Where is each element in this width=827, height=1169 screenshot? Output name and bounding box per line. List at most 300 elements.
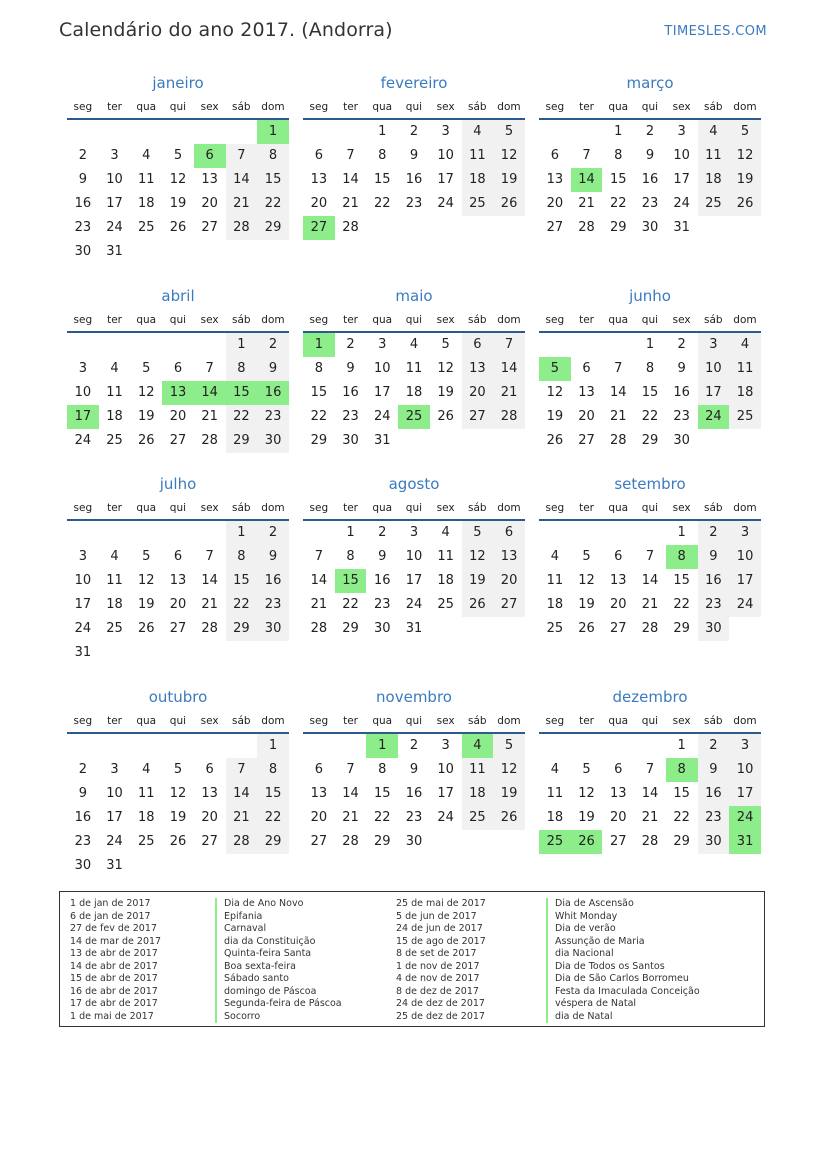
day-cell: 11 — [729, 357, 761, 381]
day-cell: 3 — [729, 521, 761, 545]
day-cell: 29 — [641, 433, 659, 448]
holiday-date: 27 de fev de 2017 — [70, 923, 157, 934]
day-cell: 21 — [342, 810, 359, 825]
day-cell: 23 — [673, 409, 690, 424]
day-cell: 22 — [342, 597, 359, 612]
day-cell: 25 — [106, 621, 123, 636]
day-cell: 19 — [169, 810, 187, 825]
month-junho — [539, 285, 761, 453]
empty-cell — [571, 333, 603, 357]
day-cell: 29 — [226, 429, 258, 453]
day-cell: 19 — [578, 597, 595, 612]
weekday-label: qui — [169, 101, 187, 113]
day-cell: 10 — [437, 148, 454, 163]
empty-cell — [539, 333, 571, 357]
day-cell: 22 — [226, 405, 258, 429]
day-cell: 28 — [226, 830, 258, 854]
day-cell: 24 — [74, 433, 92, 448]
day-cell: 21 — [310, 597, 328, 612]
weekday-label: sex — [436, 101, 455, 113]
day-cell: 4 — [729, 333, 761, 357]
empty-cell — [602, 734, 634, 758]
empty-cell — [130, 333, 162, 357]
day-cell: 22 — [226, 593, 258, 617]
weekday-label: sex — [200, 314, 219, 326]
day-cell: 29 — [342, 621, 359, 636]
day-cell: 17 — [106, 196, 123, 211]
day-cell: 7 — [205, 361, 214, 376]
weekday-header — [303, 309, 525, 331]
weekday-label: ter — [107, 101, 122, 113]
day-cell: 18 — [437, 573, 454, 588]
weekday-label: qui — [405, 715, 423, 727]
empty-cell — [67, 734, 99, 758]
day-cell: 22 — [673, 810, 690, 825]
day-cell: 5 — [462, 521, 494, 545]
day-cell: 1 — [645, 337, 655, 352]
day-cell: 4 — [110, 361, 119, 376]
weekday-label: sáb — [231, 502, 251, 514]
day-grid — [539, 521, 761, 641]
day-cell: 18 — [698, 168, 730, 192]
weekday-label: dom — [261, 314, 285, 326]
day-cell: 11 — [462, 144, 494, 168]
day-cell: 15 — [310, 385, 328, 400]
day-cell: 9 — [378, 549, 387, 564]
day-cell: 19 — [169, 196, 187, 211]
day-cell: 26 — [169, 834, 187, 849]
day-cell: 5 — [173, 762, 183, 777]
day-cell: 15 — [673, 573, 690, 588]
day-cell: 28 — [609, 433, 627, 448]
day-cell: 15 — [373, 786, 391, 801]
holiday-name: Segunda-feira de Páscoa — [215, 998, 342, 1011]
holiday-day-cell: 15 — [226, 381, 258, 405]
day-cell: 23 — [373, 597, 391, 612]
day-cell: 21 — [226, 806, 258, 830]
weekday-label: sáb — [231, 314, 251, 326]
day-cell: 26 — [137, 621, 155, 636]
day-cell: 2 — [645, 124, 655, 139]
day-cell: 1 — [614, 124, 623, 139]
weekday-label: seg — [309, 101, 329, 113]
holiday-day-cell: 24 — [698, 405, 730, 429]
holiday-day-cell: 25 — [539, 830, 571, 854]
empty-cell — [303, 521, 335, 545]
day-cell: 2 — [409, 124, 419, 139]
day-cell: 13 — [201, 786, 218, 801]
day-cell: 20 — [493, 569, 525, 593]
day-cell: 7 — [645, 549, 655, 564]
weekday-label: qui — [405, 101, 423, 113]
day-cell: 12 — [578, 573, 595, 588]
day-grid — [67, 333, 289, 453]
day-cell: 16 — [405, 172, 423, 187]
holiday-day-cell: 8 — [666, 758, 698, 782]
day-cell: 31 — [106, 858, 123, 873]
weekday-label: dom — [733, 502, 757, 514]
day-cell: 18 — [106, 409, 123, 424]
weekday-label: dom — [497, 101, 521, 113]
empty-cell — [226, 734, 258, 758]
legend-right-names — [546, 898, 700, 1023]
day-cell: 30 — [698, 617, 730, 641]
holiday-day-cell: 27 — [303, 216, 335, 240]
day-cell: 17 — [437, 172, 454, 187]
month-name: fevereiro — [380, 74, 448, 92]
day-cell: 18 — [106, 597, 123, 612]
day-cell: 25 — [437, 597, 454, 612]
day-cell: 13 — [310, 786, 328, 801]
day-cell: 19 — [578, 810, 595, 825]
empty-cell — [634, 734, 666, 758]
holiday-name: dia da Constituição — [215, 936, 342, 949]
day-cell: 10 — [373, 361, 391, 376]
weekday-label: qui — [641, 101, 659, 113]
day-cell: 6 — [614, 549, 623, 564]
day-cell: 23 — [257, 593, 289, 617]
holiday-name: Dia de São Carlos Borromeu — [546, 973, 700, 986]
holiday-day-cell: 4 — [462, 734, 494, 758]
day-cell: 12 — [462, 545, 494, 569]
day-cell: 22 — [373, 196, 391, 211]
day-cell: 21 — [578, 196, 595, 211]
month-name: dezembro — [612, 688, 688, 706]
weekday-label: seg — [545, 715, 565, 727]
day-cell: 3 — [110, 762, 119, 777]
empty-cell — [194, 734, 226, 758]
day-cell: 10 — [74, 385, 92, 400]
holiday-name: domingo de Páscoa — [215, 986, 342, 999]
day-cell: 18 — [405, 385, 423, 400]
weekday-label: sex — [436, 314, 455, 326]
month-novembro — [303, 686, 525, 854]
holiday-day-cell: 6 — [194, 144, 226, 168]
day-cell: 27 — [169, 621, 187, 636]
weekday-label: seg — [545, 314, 565, 326]
day-cell: 17 — [373, 385, 391, 400]
weekday-label: seg — [309, 715, 329, 727]
day-cell: 26 — [462, 593, 494, 617]
day-cell: 3 — [110, 148, 119, 163]
day-cell: 8 — [257, 758, 289, 782]
day-cell: 5 — [582, 549, 591, 564]
holiday-day-cell: 17 — [67, 405, 99, 429]
day-cell: 11 — [137, 172, 155, 187]
day-cell: 30 — [257, 429, 289, 453]
day-cell: 8 — [226, 545, 258, 569]
day-cell: 23 — [405, 810, 423, 825]
month-name: abril — [161, 287, 195, 305]
month-name: janeiro — [152, 74, 204, 92]
weekday-label: sáb — [231, 715, 251, 727]
day-cell: 10 — [698, 357, 730, 381]
weekday-label: sáb — [467, 101, 487, 113]
day-cell: 8 — [314, 361, 323, 376]
weekday-label: seg — [309, 502, 329, 514]
day-cell: 22 — [373, 810, 391, 825]
day-cell: 11 — [546, 786, 564, 801]
day-grid — [539, 734, 761, 854]
holiday-date: 24 de dez de 2017 — [396, 998, 485, 1009]
weekday-label: ter — [107, 502, 122, 514]
holiday-date: 1 de mai de 2017 — [70, 1010, 154, 1022]
day-cell: 6 — [173, 361, 183, 376]
empty-cell — [226, 120, 258, 144]
day-cell: 28 — [641, 834, 659, 849]
day-cell: 11 — [106, 573, 123, 588]
day-cell: 29 — [609, 220, 627, 235]
day-cell: 9 — [346, 361, 355, 376]
day-cell: 9 — [78, 786, 87, 801]
day-cell: 8 — [645, 361, 655, 376]
day-cell: 2 — [346, 337, 355, 352]
month-name: julho — [159, 475, 197, 493]
day-cell: 5 — [142, 361, 151, 376]
day-cell: 19 — [493, 782, 525, 806]
day-grid — [67, 120, 289, 264]
day-cell: 7 — [205, 549, 214, 564]
day-cell: 30 — [74, 858, 92, 873]
day-cell: 13 — [609, 786, 627, 801]
month-abril — [67, 285, 289, 453]
day-cell: 1 — [677, 738, 686, 753]
weekday-label: qua — [372, 502, 393, 514]
month-name: março — [626, 74, 674, 92]
weekday-label: sáb — [467, 314, 487, 326]
weekday-header — [303, 96, 525, 118]
day-cell: 12 — [493, 758, 525, 782]
day-cell: 14 — [609, 385, 627, 400]
day-cell: 12 — [546, 385, 564, 400]
day-cell: 9 — [78, 172, 87, 187]
day-cell: 9 — [698, 545, 730, 569]
day-cell: 15 — [257, 782, 289, 806]
weekday-label: sex — [672, 502, 691, 514]
day-cell: 25 — [546, 621, 564, 636]
day-cell: 18 — [729, 381, 761, 405]
day-cell: 17 — [437, 786, 454, 801]
day-cell: 9 — [257, 357, 289, 381]
day-cell: 10 — [673, 148, 690, 163]
day-cell: 28 — [310, 621, 328, 636]
holiday-day-cell: 1 — [303, 333, 335, 357]
day-cell: 27 — [201, 834, 218, 849]
day-cell: 6 — [614, 762, 623, 777]
day-cell: 21 — [641, 597, 659, 612]
day-cell: 9 — [698, 758, 730, 782]
day-cell: 14 — [641, 786, 659, 801]
day-cell: 28 — [342, 834, 359, 849]
weekday-label: sex — [436, 502, 455, 514]
day-cell: 6 — [550, 148, 559, 163]
day-cell: 3 — [78, 549, 87, 564]
weekday-label: dom — [497, 502, 521, 514]
day-cell: 31 — [673, 220, 690, 235]
day-cell: 10 — [106, 172, 123, 187]
day-cell: 1 — [257, 734, 289, 758]
weekday-header — [539, 96, 761, 118]
legend-left-dates — [70, 898, 161, 1023]
empty-cell — [194, 333, 226, 357]
day-cell: 11 — [546, 573, 564, 588]
day-cell: 12 — [493, 144, 525, 168]
day-cell: 7 — [493, 333, 525, 357]
day-cell: 23 — [74, 220, 92, 235]
day-cell: 12 — [137, 385, 155, 400]
day-cell: 8 — [257, 144, 289, 168]
day-cell: 3 — [409, 525, 419, 540]
day-cell: 3 — [729, 734, 761, 758]
day-cell: 30 — [698, 830, 730, 854]
empty-cell — [571, 734, 603, 758]
brand-link[interactable]: TIMESLES.COM — [664, 24, 767, 39]
holiday-day-cell: 8 — [666, 545, 698, 569]
weekday-label: seg — [73, 314, 93, 326]
day-cell: 19 — [437, 385, 454, 400]
weekday-label: seg — [73, 715, 93, 727]
holiday-date: 13 de abr de 2017 — [70, 948, 158, 959]
day-cell: 18 — [546, 810, 564, 825]
day-cell: 15 — [226, 569, 258, 593]
weekday-label: seg — [545, 502, 565, 514]
day-cell: 22 — [641, 409, 659, 424]
day-cell: 15 — [609, 172, 627, 187]
month-outubro — [67, 686, 289, 878]
day-cell: 16 — [257, 569, 289, 593]
empty-cell — [67, 333, 99, 357]
weekday-label: sáb — [231, 101, 251, 113]
month-dezembro — [539, 686, 761, 854]
day-cell: 9 — [409, 762, 419, 777]
day-cell: 16 — [698, 782, 730, 806]
weekday-header — [67, 497, 289, 519]
day-cell: 27 — [578, 433, 595, 448]
day-cell: 2 — [409, 738, 419, 753]
day-cell: 20 — [546, 196, 564, 211]
weekday-label: sex — [672, 101, 691, 113]
holiday-name: véspera de Natal — [546, 998, 700, 1011]
holiday-date: 15 de abr de 2017 — [70, 973, 158, 984]
day-cell: 24 — [673, 196, 690, 211]
day-cell: 16 — [373, 573, 391, 588]
day-cell: 31 — [373, 433, 391, 448]
day-cell: 11 — [106, 385, 123, 400]
day-cell: 13 — [578, 385, 595, 400]
holiday-day-cell: 31 — [729, 830, 761, 854]
day-cell: 6 — [493, 521, 525, 545]
holiday-name: dia de Natal — [546, 1011, 700, 1024]
empty-cell — [571, 120, 603, 144]
day-cell: 5 — [142, 549, 151, 564]
weekday-label: qui — [405, 502, 423, 514]
day-cell: 5 — [493, 734, 525, 758]
day-cell: 18 — [546, 597, 564, 612]
holiday-legend — [59, 891, 765, 1027]
holiday-day-cell: 16 — [257, 381, 289, 405]
day-cell: 30 — [373, 621, 391, 636]
holiday-day-cell: 14 — [194, 381, 226, 405]
empty-cell — [335, 120, 367, 144]
holiday-date: 5 de jun de 2017 — [396, 910, 477, 922]
day-cell: 12 — [729, 144, 761, 168]
holiday-date: 15 de ago de 2017 — [396, 935, 486, 947]
day-cell: 7 — [645, 762, 655, 777]
weekday-label: sáb — [703, 502, 723, 514]
weekday-label: sex — [200, 101, 219, 113]
day-cell: 14 — [201, 573, 218, 588]
empty-cell — [162, 521, 194, 545]
day-cell: 28 — [493, 405, 525, 429]
day-cell: 6 — [462, 333, 494, 357]
holiday-name: dia Nacional — [546, 948, 700, 961]
day-cell: 22 — [257, 806, 289, 830]
day-cell: 1 — [677, 525, 686, 540]
day-cell: 21 — [641, 810, 659, 825]
weekday-label: ter — [579, 502, 594, 514]
day-cell: 13 — [546, 172, 564, 187]
empty-cell — [303, 734, 335, 758]
empty-cell — [539, 734, 571, 758]
day-cell: 27 — [310, 834, 328, 849]
day-cell: 6 — [173, 549, 183, 564]
empty-cell — [99, 734, 131, 758]
day-cell: 13 — [201, 172, 218, 187]
day-cell: 17 — [729, 782, 761, 806]
holiday-date: 8 de set de 2017 — [396, 948, 477, 959]
day-cell: 10 — [106, 786, 123, 801]
day-cell: 2 — [378, 525, 387, 540]
day-cell: 27 — [462, 405, 494, 429]
day-cell: 4 — [698, 120, 730, 144]
empty-cell — [99, 333, 131, 357]
holiday-name: Whit Monday — [546, 911, 700, 924]
day-cell: 16 — [74, 810, 92, 825]
weekday-label: qua — [372, 101, 393, 113]
day-cell: 29 — [310, 433, 328, 448]
day-cell: 27 — [169, 433, 187, 448]
day-cell: 23 — [641, 196, 659, 211]
day-cell: 26 — [137, 433, 155, 448]
day-cell: 28 — [201, 621, 218, 636]
empty-cell — [67, 521, 99, 545]
day-cell: 28 — [641, 621, 659, 636]
day-cell: 4 — [441, 525, 450, 540]
day-cell: 25 — [106, 433, 123, 448]
day-cell: 24 — [106, 220, 123, 235]
day-cell: 20 — [462, 381, 494, 405]
weekday-label: dom — [497, 715, 521, 727]
day-cell: 13 — [609, 573, 627, 588]
day-cell: 15 — [373, 172, 391, 187]
weekday-label: dom — [733, 314, 757, 326]
month-agosto — [303, 473, 525, 641]
day-cell: 14 — [493, 357, 525, 381]
empty-cell — [130, 120, 162, 144]
day-cell: 3 — [78, 361, 87, 376]
weekday-header — [67, 710, 289, 732]
day-cell: 2 — [257, 333, 289, 357]
day-cell: 11 — [437, 549, 454, 564]
month-name: outubro — [148, 688, 208, 706]
empty-cell — [99, 521, 131, 545]
day-grid — [303, 333, 525, 453]
day-grid — [303, 521, 525, 641]
day-cell: 7 — [346, 762, 355, 777]
day-cell: 17 — [673, 172, 690, 187]
weekday-label: dom — [261, 502, 285, 514]
day-cell: 19 — [729, 168, 761, 192]
